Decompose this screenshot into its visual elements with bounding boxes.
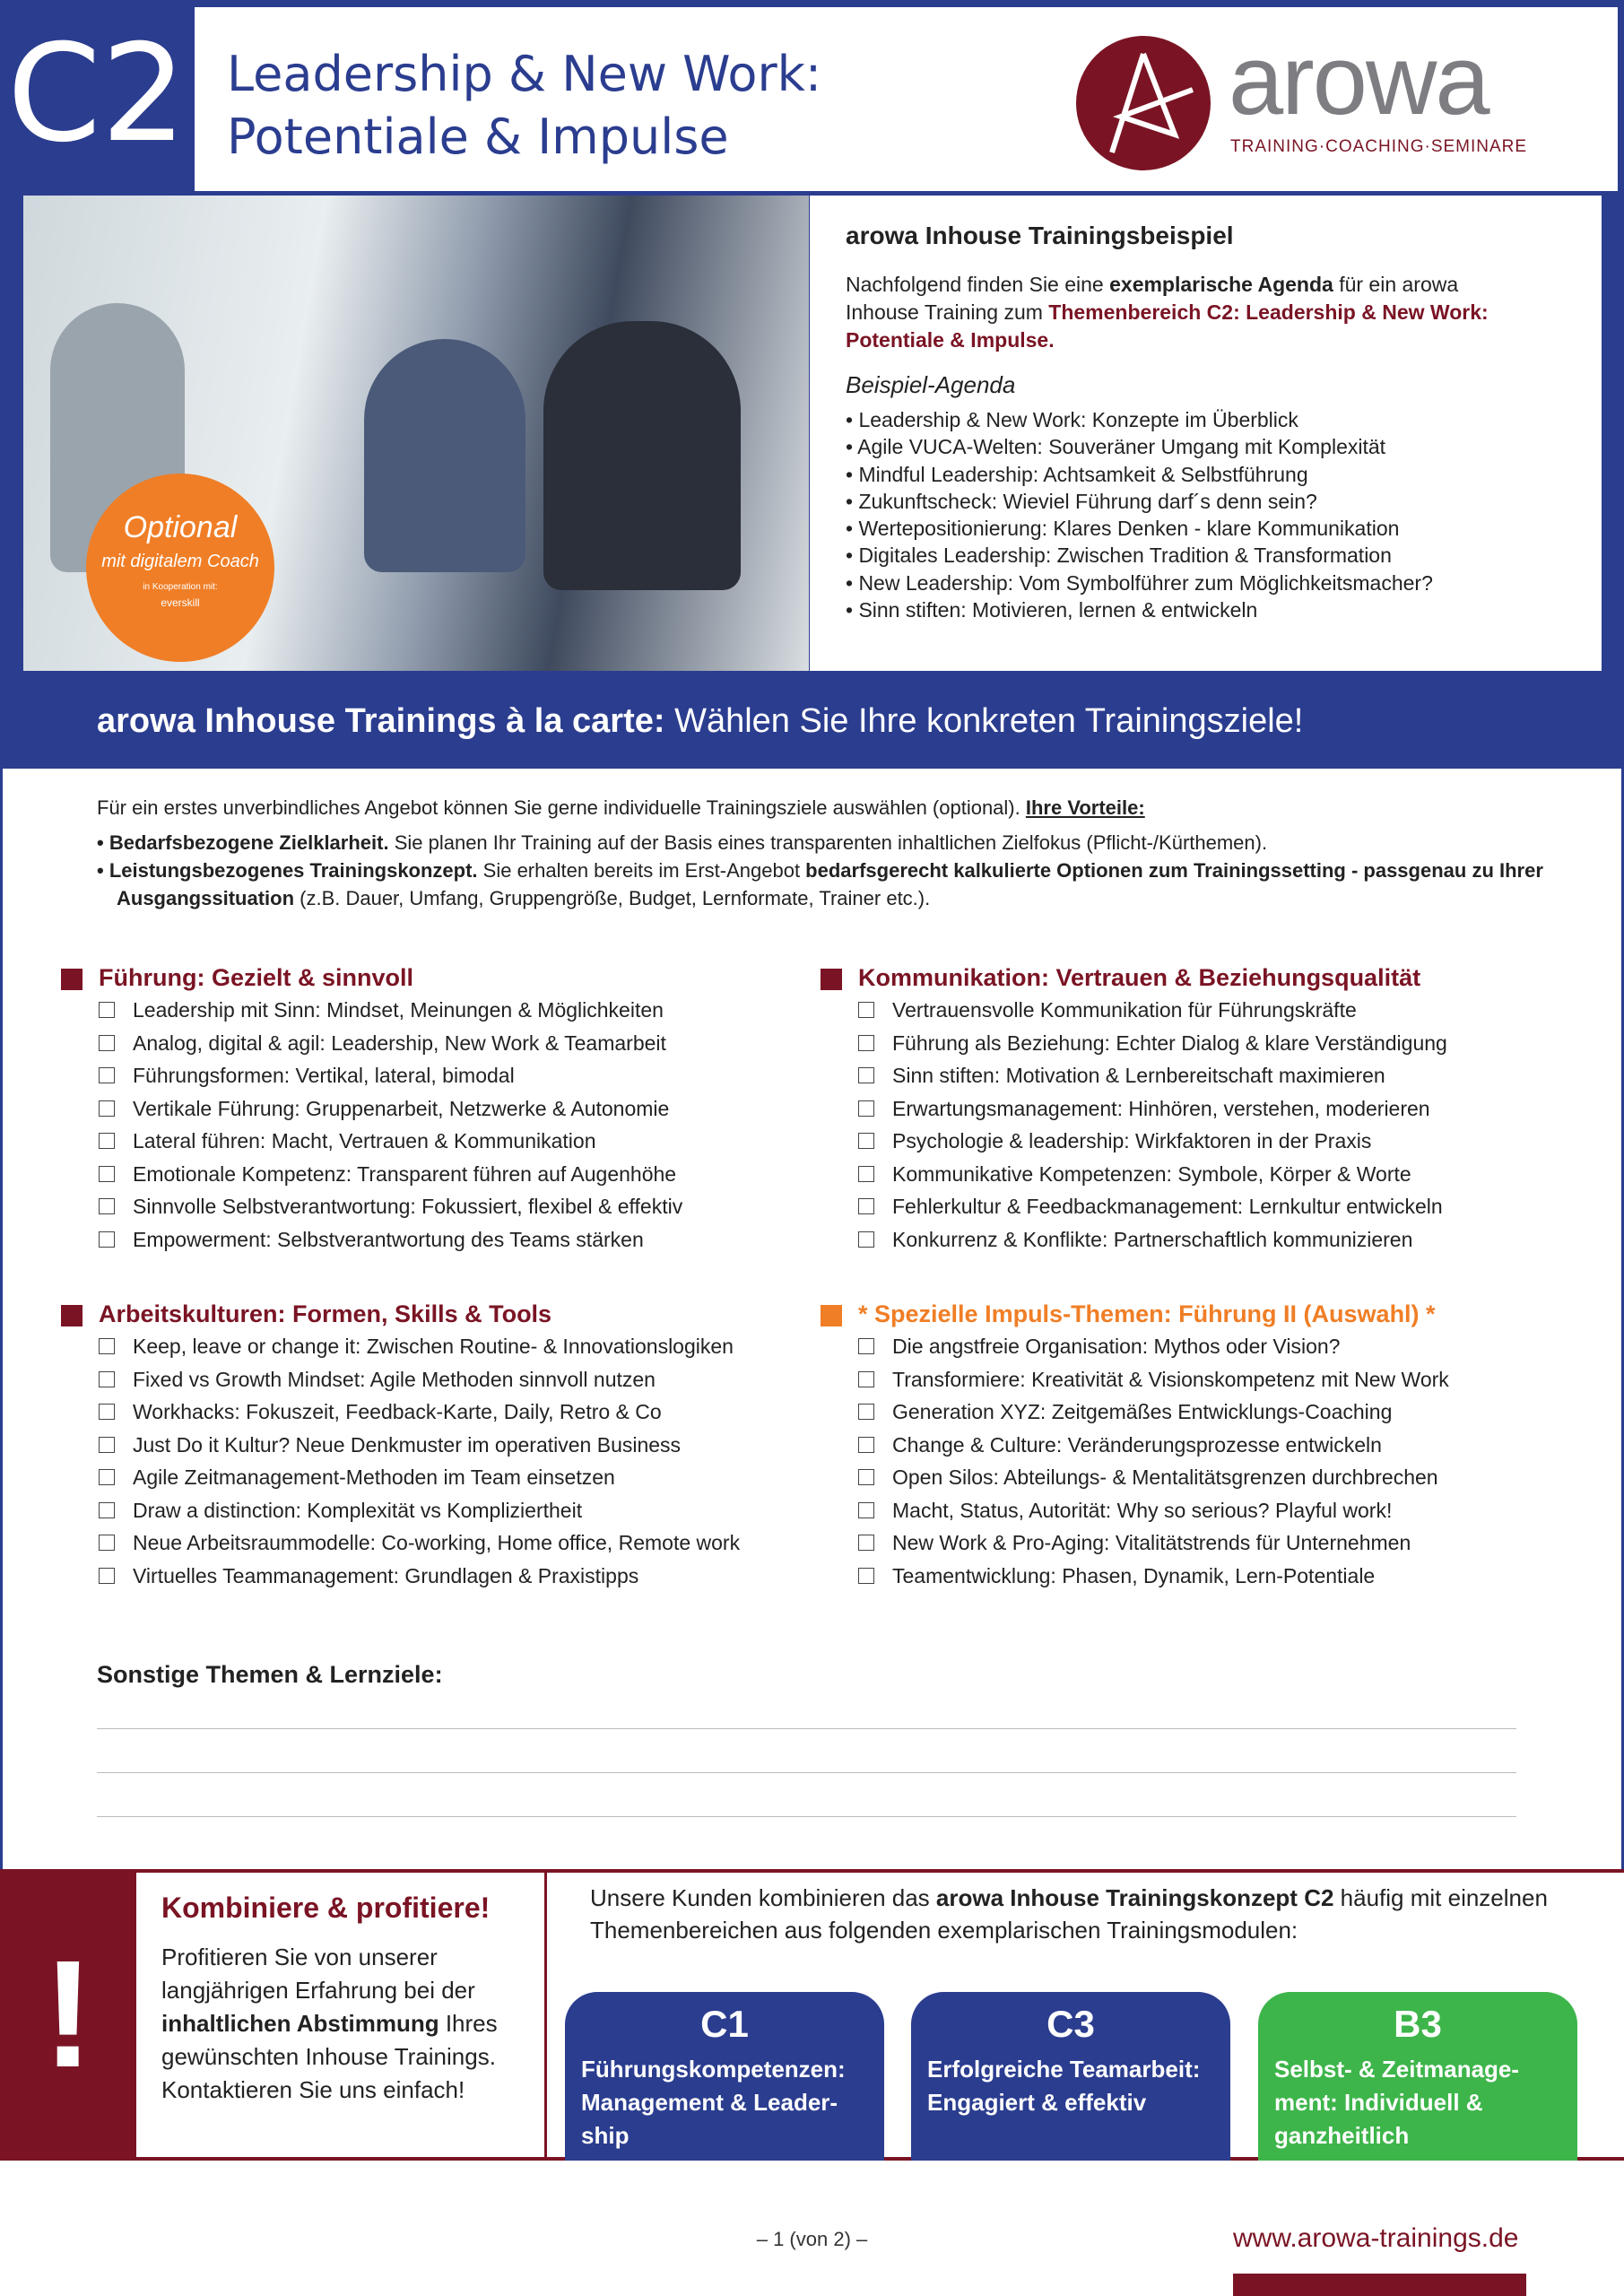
arowa-logo: [1076, 25, 1542, 179]
page-title: [227, 43, 821, 169]
checkbox[interactable]: [858, 1035, 874, 1051]
intro-panel: [810, 196, 1602, 671]
topic-checkbox-item[interactable]: [858, 1363, 1574, 1396]
card-desc: Selbst- & Zeitmanage-ment: Individuell & ganzheitlich: [1274, 2056, 1520, 2149]
topic-label: Die angstfreie Organisation: Mythos oder Vision?: [892, 1335, 1341, 1358]
topic-label: Empowerment: Selbstverantwortung des Teams stärken: [133, 1227, 644, 1251]
card-code: C1: [700, 2003, 749, 2045]
benefit-item: • Bedarfsbezogene Zielklarheit. Sie planen Ihr Training auf der Basis eines transparenten inhaltlichen Zielfokus (Pflicht-/Kürthemen).: [97, 831, 1268, 854]
square-icon: [61, 1305, 83, 1326]
combine-box: [161, 1891, 534, 2107]
lead-text: Für ein erstes unverbindliches Angebot können Sie gerne individuelle Trainingsziele auswählen (optional). Ihre Vorteile: • Bedarfsbezogene Zielklarheit. Sie planen Ihr Training auf der Basis eines transparenten inhaltlichen Zielfokus (Pflicht-/Kürthemen). • Leistungsbezogenes Trainingskonzept. Sie erhalten bereits im Erst-Angebot bedarfsgerecht kalkulierte Optionen zum Trainingssetting - passgenau zu Ihrer Ausgangssituation (z.B. Dauer, Umfang, Gruppengröße, Budget, Lernformate, Trainer etc.).: [97, 794, 1550, 912]
agenda-item: • New Leadership: Vom Symbolführer zum Möglichkeitsmacher?: [846, 570, 1433, 595]
checkbox[interactable]: [99, 1198, 115, 1214]
checkbox[interactable]: [858, 1338, 874, 1354]
card-code: C3: [1046, 2003, 1095, 2045]
agenda-item: • Digitales Leadership: Zwischen Tradition & Transformation: [846, 544, 1392, 568]
combine-text: Profitieren Sie von unserer langjährigen Erfahrung bei der inhaltlichen Abstimmung Ihres gewünschten Inhouse Trainings. Kontaktieren Sie uns einfach!: [161, 1944, 498, 2103]
topic-checkbox-item[interactable]: [858, 1461, 1574, 1494]
title-line-2: Potentiale & Impulse: [227, 109, 729, 165]
topic-label: Sinnvolle Selbstverantwortung: Fokussiert, flexibel & effektiv: [133, 1195, 683, 1218]
topic-label: Generation XYZ: Zeitgemäßes Entwicklungs-Coaching: [892, 1400, 1393, 1423]
checkbox[interactable]: [858, 1231, 874, 1248]
topic-checkbox-item[interactable]: [858, 1396, 1574, 1429]
topic-label: Just Do it Kultur? Neue Denkmuster im operativen Business: [133, 1432, 682, 1457]
topic-checkbox-item[interactable]: [858, 1560, 1574, 1593]
checkbox[interactable]: [858, 1133, 874, 1149]
topic-checkbox-item[interactable]: [99, 994, 814, 1027]
topic-label: Sinn stiften: Motivation & Lernbereitschaft maximieren: [892, 1064, 1385, 1087]
topic-checkbox-item[interactable]: [99, 1363, 814, 1396]
topic-label: Change & Culture: Veränderungsprozesse entwickeln: [892, 1432, 1382, 1457]
badge-coach: mit digitalem Coach: [101, 552, 259, 571]
topic-label: Teamentwicklung: Phasen, Dynamik, Lern-Potentiale: [892, 1563, 1376, 1587]
badge-partner: everskill: [161, 596, 200, 609]
checkbox[interactable]: [858, 1469, 874, 1485]
topic-checkbox-item[interactable]: [858, 994, 1574, 1027]
agenda-item: • Zukunftscheck: Wieviel Führung darf´s denn sein?: [846, 489, 1317, 513]
badge-optional: Optional: [123, 510, 238, 544]
agenda-item: • Mindful Leadership: Achtsamkeit & Selbstführung: [846, 462, 1308, 486]
checkbox[interactable]: [858, 1100, 874, 1117]
benefit-item: • Leistungsbezogenes Trainingskonzept. Sie erhalten bereits im Erst-Angebot bedarfsgerecht kalkulierte Optionen zum Trainingssetting - passgenau zu Ihrer Ausgangssituation (z.B. Dauer, Umfang, Gruppengröße, Budget, Lernformate, Trainer etc.).: [97, 859, 1543, 909]
checkbox[interactable]: [99, 1231, 115, 1248]
card-desc: Führungskompetenzen: Management & Leader-ship: [581, 2056, 846, 2149]
topic-checkbox-item[interactable]: [99, 1429, 814, 1462]
checkbox[interactable]: [858, 1166, 874, 1182]
square-icon: [821, 1305, 842, 1326]
section-title: Arbeitskulturen: Formen, Skills & Tools: [61, 1298, 814, 1330]
checkbox[interactable]: [858, 1502, 874, 1518]
agenda-list: [846, 406, 1566, 623]
checkbox[interactable]: [858, 1371, 874, 1387]
topic-checkbox-item[interactable]: [99, 1526, 814, 1560]
checkbox[interactable]: [99, 1133, 115, 1149]
customers-text: Unsere Kunden kombinieren das arowa Inhouse Trainingskonzept C2 häufig mit einzelnen Themenbereichen aus folgenden exemplarischen Trainingsmodulen:: [590, 1884, 1548, 1944]
topic-label: Draw a distinction: Komplexität vs Kompliziertheit: [133, 1498, 583, 1522]
divider: [544, 1873, 547, 2158]
topic-label: Analog, digital & agil: Leadership, New Work & Teamarbeit: [133, 1031, 666, 1055]
card-code: B3: [1394, 2003, 1442, 2045]
intro-heading: arowa Inhouse Trainingsbeispiel: [846, 222, 1234, 249]
logo-tagline: TRAINING·COACHING·SEMINARE: [1230, 137, 1528, 156]
topic-label: Führungsformen: Vertikal, lateral, bimodal: [133, 1064, 515, 1087]
topic-label: Transformiere: Kreativität & Visionskompetenz mit New Work: [892, 1367, 1449, 1391]
checkbox[interactable]: [99, 1338, 115, 1354]
agenda-item: • Leadership & New Work: Konzepte im Überblick: [846, 408, 1298, 431]
topic-label: Lateral führen: Macht, Vertrauen & Kommunikation: [133, 1129, 596, 1152]
checkbox[interactable]: [99, 1002, 115, 1018]
checkbox[interactable]: [99, 1437, 115, 1453]
topic-checkbox-item[interactable]: [99, 1059, 814, 1092]
checkbox[interactable]: [858, 1437, 874, 1453]
checkbox[interactable]: [858, 1568, 874, 1584]
topic-checkbox-item[interactable]: [99, 1560, 814, 1593]
topic-section: [61, 961, 814, 1256]
topic-checkbox-item[interactable]: [858, 1125, 1574, 1158]
square-icon: [821, 969, 842, 990]
module-code: C2: [6, 16, 187, 172]
topic-label: Psychologie & leadership: Wirkfaktoren in der Praxis: [892, 1129, 1372, 1152]
topic-label: Neue Arbeitsraummodelle: Co-working, Home office, Remote work: [133, 1531, 741, 1554]
checkbox[interactable]: [858, 1067, 874, 1083]
topic-section: [821, 1298, 1574, 1592]
topic-label: Keep, leave or change it: Zwischen Routine- & Innovationslogiken: [133, 1335, 734, 1358]
topic-checkbox-item[interactable]: [858, 1330, 1574, 1363]
other-topics-line[interactable]: [97, 1728, 1516, 1729]
website-link[interactable]: www.arowa-trainings.de: [1233, 2223, 1519, 2253]
checkbox[interactable]: [99, 1067, 115, 1083]
team-photo: [23, 196, 809, 671]
card-desc: Erfolgreiche Teamarbeit: Engagiert & effektiv: [927, 2056, 1201, 2116]
topic-label: Fehlerkultur & Feedbackmanagement: Lernkultur entwickeln: [892, 1195, 1443, 1218]
checkbox[interactable]: [99, 1502, 115, 1518]
checkbox[interactable]: [99, 1469, 115, 1485]
section-title: Kommunikation: Vertrauen & Beziehungsqualität: [821, 961, 1574, 994]
topic-checkbox-item[interactable]: [858, 1526, 1574, 1560]
exclamation-icon: !: [0, 1869, 136, 2161]
topic-label: Emotionale Kompetenz: Transparent führen auf Augenhöhe: [133, 1161, 677, 1186]
topic-label: Workhacks: Fokuszeit, Feedback-Karte, Daily, Retro & Co: [133, 1400, 662, 1423]
a-la-carte-banner: arowa Inhouse Trainings à la carte: Wählen Sie Ihre konkreten Trainingsziele!: [0, 674, 1624, 769]
checkbox[interactable]: [99, 1100, 115, 1117]
checkbox[interactable]: [858, 1404, 874, 1420]
agenda-title: Beispiel-Agenda: [846, 371, 1016, 398]
checkbox[interactable]: [99, 1535, 115, 1551]
topic-label: Fixed vs Growth Mindset: Agile Methoden sinnvoll nutzen: [133, 1367, 656, 1391]
topic-checkbox-item[interactable]: [99, 1461, 814, 1494]
topic-label: Leadership mit Sinn: Mindset, Meinungen & Möglichkeiten: [133, 998, 664, 1022]
checkbox[interactable]: [99, 1371, 115, 1387]
topic-checkbox-item[interactable]: [99, 1158, 814, 1191]
section-title: * Spezielle Impuls-Themen: Führung II (Auswahl) *: [821, 1298, 1574, 1330]
title-line-1: Leadership & New Work:: [227, 46, 822, 102]
logo-mark-icon: [1076, 36, 1211, 170]
topic-section: [821, 961, 1574, 1256]
checkbox[interactable]: [99, 1404, 115, 1420]
topic-checkbox-item[interactable]: [858, 1059, 1574, 1092]
checkbox[interactable]: [99, 1035, 115, 1051]
topic-checkbox-item[interactable]: [99, 1396, 814, 1429]
topic-checkbox-item[interactable]: [858, 1223, 1574, 1257]
other-topics-label: Sonstige Themen & Lernziele:: [97, 1661, 443, 1688]
topic-checkbox-item[interactable]: [99, 1125, 814, 1158]
other-topics-line[interactable]: [97, 1816, 1516, 1817]
topic-label: Führung als Beziehung: Echter Dialog & klare Verständigung: [892, 1031, 1447, 1055]
checkbox[interactable]: [99, 1568, 115, 1584]
topic-checkbox-item[interactable]: [858, 1429, 1574, 1462]
topic-checkbox-item[interactable]: [99, 1494, 814, 1527]
agenda-item: • Wertepositionierung: Klares Denken - klare Kommunikation: [846, 517, 1400, 541]
topic-checkbox-item[interactable]: [99, 1092, 814, 1126]
page-number: – 1 (von 2) –: [756, 2228, 868, 2250]
agenda-item: • Agile VUCA-Welten: Souveräner Umgang mit Komplexität: [846, 435, 1386, 459]
checkbox[interactable]: [858, 1198, 874, 1214]
topic-label: Vertikale Führung: Gruppenarbeit, Netzwerke & Autonomie: [133, 1096, 670, 1120]
checkbox[interactable]: [858, 1002, 874, 1018]
agenda-item: • Sinn stiften: Motivieren, lernen & entwickeln: [846, 598, 1258, 622]
other-topics-line[interactable]: [97, 1772, 1516, 1773]
topic-checkbox-item[interactable]: [99, 1027, 814, 1060]
topic-checkbox-item[interactable]: [858, 1092, 1574, 1126]
intro-text: Nachfolgend finden Sie eine exemplarische Agenda für ein arowa Inhouse Training zum Themenbereich C2: Leadership & New Work: Potentiale & Impulse.: [846, 273, 1489, 352]
module-card-b3[interactable]: [1258, 1992, 1577, 2161]
topic-checkbox-item[interactable]: [858, 1158, 1574, 1191]
topic-label: Konkurrenz & Konflikte: Partnerschaftlich kommunizieren: [892, 1227, 1413, 1251]
logo-name: arowa: [1229, 25, 1489, 135]
topic-checkbox-item[interactable]: [858, 1027, 1574, 1060]
topic-checkbox-item[interactable]: [99, 1223, 814, 1257]
checkbox[interactable]: [858, 1535, 874, 1551]
topic-checkbox-item[interactable]: [858, 1190, 1574, 1223]
checkbox[interactable]: [99, 1166, 115, 1182]
topic-label: Macht, Status, Autorität: Why so serious? Playful work!: [892, 1498, 1393, 1522]
topic-label: New Work & Pro-Aging: Vitalitätstrends für Unternehmen: [892, 1531, 1411, 1554]
module-card-c3[interactable]: [911, 1992, 1230, 2161]
topic-label: Kommunikative Kompetenzen: Symbole, Körper & Worte: [892, 1161, 1411, 1186]
topic-label: Open Silos: Abteilungs- & Mentalitätsgrenzen durchbrechen: [892, 1465, 1438, 1489]
optional-coach-badge: [86, 474, 274, 662]
topic-checkbox-item[interactable]: [99, 1330, 814, 1363]
section-title: Führung: Gezielt & sinnvoll: [61, 961, 814, 994]
badge-koop: in Kooperation mit:: [143, 582, 218, 592]
topic-checkbox-item[interactable]: [99, 1190, 814, 1223]
topic-checkbox-item[interactable]: [858, 1494, 1574, 1527]
topic-label: Erwartungsmanagement: Hinhören, verstehen, moderieren: [892, 1096, 1430, 1120]
topic-label: Agile Zeitmanagement-Methoden im Team einsetzen: [133, 1465, 615, 1489]
topic-label: Virtuelles Teammanagement: Grundlagen & Praxistipps: [133, 1563, 639, 1587]
square-icon: [61, 969, 83, 990]
topic-label: Vertrauensvolle Kommunikation für Führungskräfte: [892, 998, 1357, 1022]
combine-title: Kombiniere & profitiere!: [161, 1892, 491, 1924]
topic-section: [61, 1298, 814, 1592]
module-card-c1[interactable]: [565, 1992, 884, 2161]
footer-bar: [1233, 2274, 1526, 2296]
